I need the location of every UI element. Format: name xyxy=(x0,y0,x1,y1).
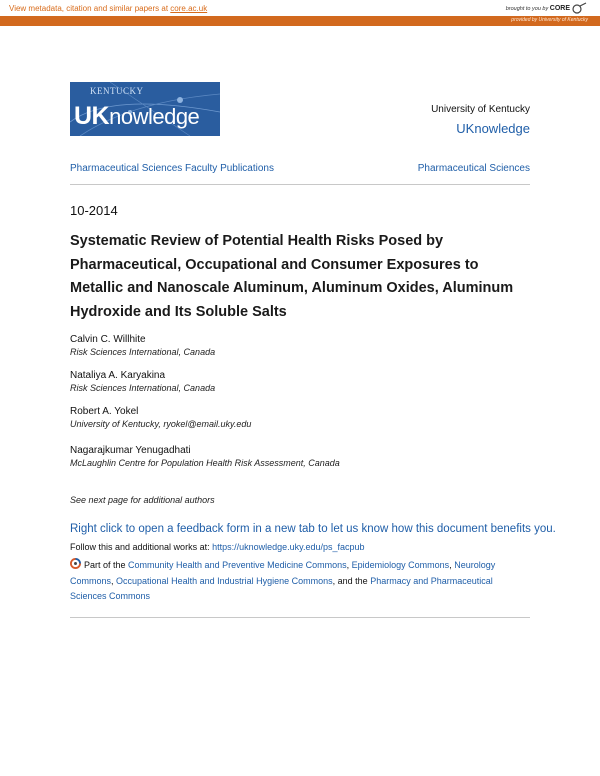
logo-uk: UK xyxy=(74,102,110,130)
commons-link[interactable]: Pharmacy and Pharmaceutical Sciences Commons xyxy=(70,575,493,601)
divider-top xyxy=(70,184,530,185)
follow-text: Follow this and additional works at: xyxy=(70,542,213,552)
publication-date: 10-2014 xyxy=(70,203,118,218)
separator: , xyxy=(449,560,455,570)
author-name: Calvin C. Willhite xyxy=(70,334,146,345)
separator: , xyxy=(346,560,352,570)
author-affiliation: Risk Sciences International, Canada xyxy=(70,383,216,393)
university-name: University of Kentucky xyxy=(431,104,530,115)
collection-series-link[interactable]: Pharmaceutical Sciences Faculty Publications xyxy=(70,163,274,174)
title-line: Systematic Review of Potential Health Risks Posed by xyxy=(70,233,444,249)
core-provided-strip xyxy=(0,16,600,26)
author-name: Nataliya A. Karyakina xyxy=(70,370,166,381)
title-line: Metallic and Nanoscale Aluminum, Aluminum Oxides, Aluminum xyxy=(70,280,514,296)
separator: , xyxy=(111,575,117,586)
author-entry xyxy=(70,369,215,394)
commons-link[interactable]: Neurology Commons xyxy=(70,560,496,586)
author-name: Robert A. Yokel xyxy=(70,406,139,417)
author-entry xyxy=(70,405,251,430)
commons-link[interactable]: Occupational Health and Industrial Hygiene Commons xyxy=(116,575,333,586)
commons-link[interactable]: Epidemiology Commons xyxy=(351,560,450,570)
logo-kentucky-text: KENTUCKY xyxy=(90,86,144,96)
author-affiliation: Risk Sciences International, Canada xyxy=(70,347,216,357)
core-logo-icon[interactable] xyxy=(572,2,590,14)
core-metadata-notice xyxy=(9,4,207,13)
department-link[interactable]: Pharmaceutical Sciences xyxy=(417,163,530,174)
core-link[interactable]: core.ac.uk xyxy=(170,4,208,13)
commons-link[interactable]: Community Health and Preventive Medicine Commons xyxy=(128,560,347,570)
follow-line xyxy=(70,542,365,552)
uknowledge-logo[interactable] xyxy=(70,82,220,136)
separator: , and the xyxy=(332,575,371,586)
divider-bottom xyxy=(70,617,530,618)
feedback-link[interactable]: Right click to open a feedback form in a new tab to let us know how this document benefits you. xyxy=(70,523,556,535)
part-of-text: Part of the xyxy=(84,560,129,570)
paper-title xyxy=(70,230,530,324)
author-entry xyxy=(70,333,215,358)
author-affiliation: University of Kentucky, ryokel@email.uky.edu xyxy=(70,419,252,429)
see-next-page-note: See next page for additional authors xyxy=(70,495,215,505)
title-line: Hydroxide and Its Soluble Salts xyxy=(70,303,287,320)
core-label[interactable]: CORE xyxy=(549,5,570,12)
author-entry xyxy=(70,444,340,469)
follow-url-link[interactable]: https://uknowledge.uky.edu/ps_facpub xyxy=(212,542,365,552)
part-of-commons xyxy=(70,558,530,605)
core-metadata-text: View metadata, citation and similar papers at xyxy=(9,4,171,13)
author-name: Nagarajkumar Yenugadhati xyxy=(70,445,191,456)
core-brought-by xyxy=(506,5,570,12)
author-affiliation: McLaughlin Centre for Population Health Risk Assessment, Canada xyxy=(70,458,340,468)
network-commons-icon xyxy=(70,558,81,569)
core-brought-text: brought to you by xyxy=(505,6,549,12)
core-provided-by: provided by University of Kentucky xyxy=(511,17,588,23)
uknowledge-link[interactable]: UKnowledge xyxy=(456,121,530,136)
logo-rest: nowledge xyxy=(109,104,200,129)
logo-wordmark xyxy=(74,102,199,131)
core-banner xyxy=(0,0,600,28)
title-line: Pharmaceutical, Occupational and Consumer Exposures to xyxy=(70,256,479,273)
